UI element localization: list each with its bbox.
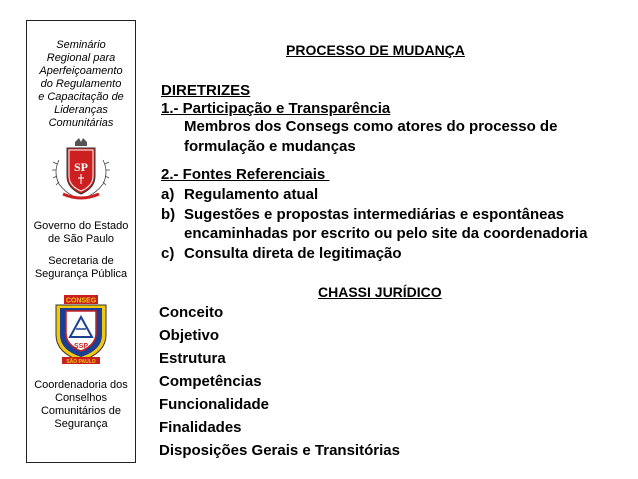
item-2c-text: Consulta direta de legitimação [184,245,402,262]
item-2a-letter: a) [161,186,175,203]
item-1-heading: 1.- Participação e Transparência [161,100,391,117]
page-title: PROCESSO DE MUDANÇA [286,42,465,58]
chassi-item: Objetivo [159,327,220,344]
diretrizes-heading: DIRETRIZES [161,82,251,99]
badge-top-text: CONSEG [65,297,97,305]
item-2a-text: Regulamento atual [184,186,319,203]
item-2b-line2: encaminhadas por escrito ou pelo site da coordenadoria [184,225,588,242]
chassi-item: Competências [159,373,262,390]
item-2c-letter: c) [161,245,175,262]
badge-letters: SSP [73,343,89,350]
chassi-item: Funcionalidade [159,396,270,413]
secretariat-label: Secretaria de Segurança Pública [34,255,128,280]
item-2-heading: 2.- Fontes Referenciais [161,166,330,183]
badge-bottom-text: SÃO PAULO [66,359,96,365]
chassi-item: Conceito [159,304,224,321]
coordination-label: Coordenadoria dos Conselhos Comunitários de Segurança [34,379,128,430]
item-1-desc-line1: Membros dos Consegs como atores do processo de [184,118,558,135]
crest-letters: SP [73,160,89,174]
chassi-item: Disposições Gerais e Transitórias [159,442,400,459]
item-2b-line1: Sugestões e propostas intermediárias e espontâneas [184,206,565,223]
item-1-desc-line2: formulação e mudanças [184,138,356,155]
seminar-title: Seminário Regional para Aperfeiçoamento do Regulamento e Capacitação de Lideranças Comunitárias [38,39,124,129]
chassi-heading: CHASSI JURÍDICO [318,284,442,300]
item-2b-letter: b) [161,206,176,223]
chassi-item: Finalidades [159,419,242,436]
chassi-item: Estrutura [159,350,226,367]
government-label: Governo do Estado de São Paulo [33,220,129,245]
